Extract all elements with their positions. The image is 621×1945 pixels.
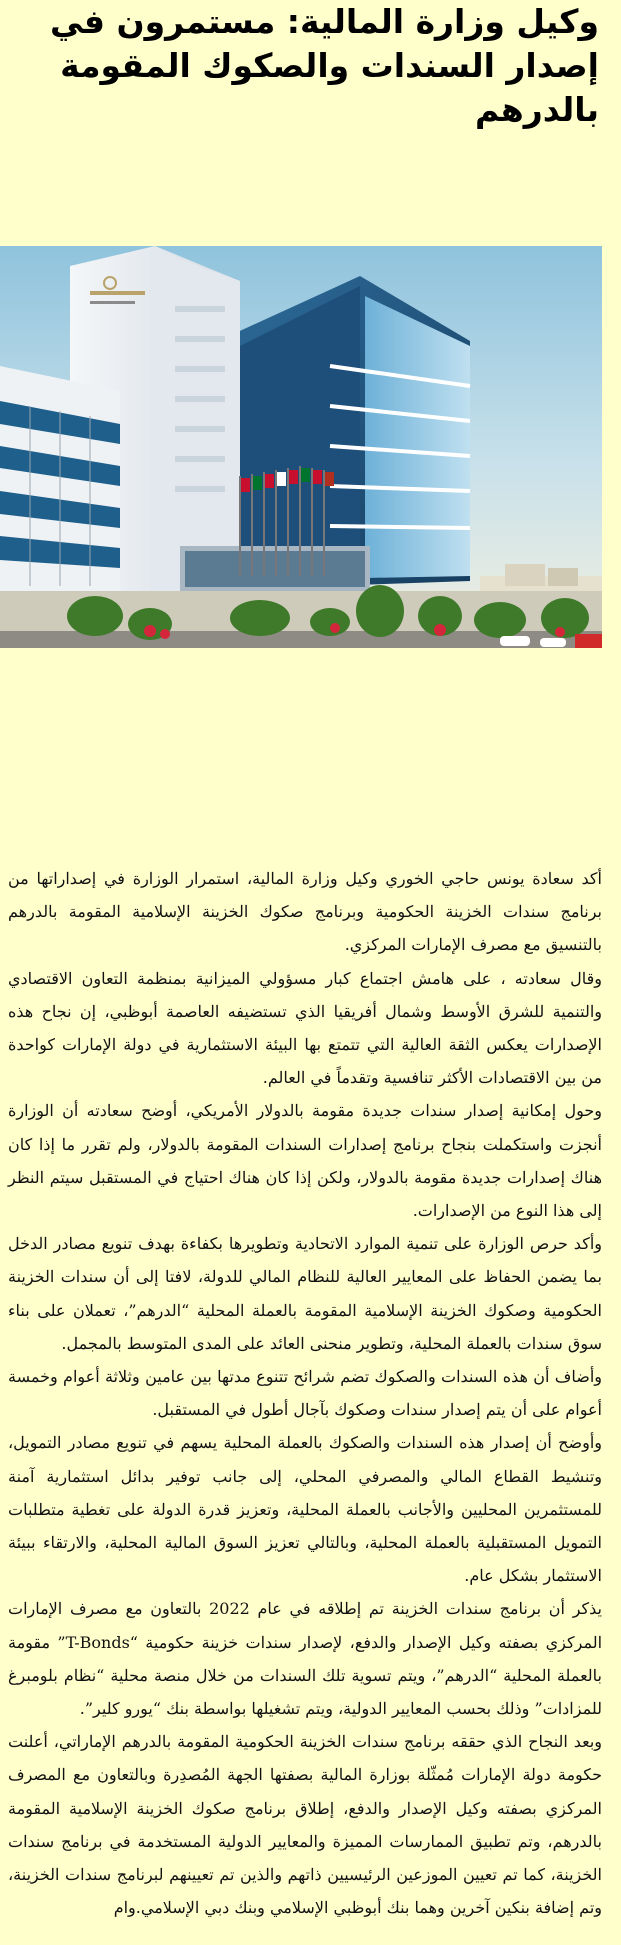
article-body [8,862,602,1925]
paragraph: وأوضح أن إصدار هذه السندات والصكوك بالعملة المحلية يسهم في تنويع مصادر التمويل، وتنشيط القطاع المالي والمصرفي المحلي، إلى جانب توفير بدائل استثمارية آمنة للمستثمرين المحليين والأجانب بالعملة المحلية، وتعزيز قدرة الدولة على تغطية متطلبات التمويل المستقبلية بالعملة المحلية، وبالتالي تعزيز السوق المالية المحلية، والارتقاء ببيئة الاستثمار بشكل عام. [8,1433,602,1586]
ministry-building-photo [0,246,602,648]
paragraph: يذكر أن برنامج سندات الخزينة تم إطلاقه في عام 2022 بالتعاون مع مصرف الإمارات المركزي بصفته وكيل الإصدار والدفع، لإصدار سندات خزينة حكومية “T-Bonds” مقومة بالعملة المحلية “الدرهم”، ويتم تسوية تلك السندات من خلال منصة محلية “نظام بلومبرغ للمزادات” وذلك بحسب المعايير الدولية، ويتم تشغيلها بواسطة بنك “يورو كلير”. [8,1599,603,1719]
paragraph: وقال سعادته ، على هامش اجتماع كبار مسؤولي الميزانية بمنظمة التعاون الاقتصادي والتنمية للشرق الأوسط وشمال أفريقيا الذي تستضيفه العاصمة أبوظبي، إن نجاح هذه الإصدارات يعكس الثقة العالية التي تتمتع بها البيئة الاستثمارية في دولة الإمارات كواحدة من بين الاقتصادات الأكثر تنافسية وتقدماً في العالم. [8,968,602,1088]
paragraph: أكد سعادة يونس حاجي الخوري وكيل وزارة المالية، استمرار الوزارة في إصداراتها من برنامج سندات الخزينة الحكومية وبرنامج صكوك الخزينة الإسلامية المقومة بالدرهم بالتنسيق مع مصرف الإمارات المركزي. [8,869,602,955]
paragraph: وبعد النجاح الذي حققه برنامج سندات الخزينة الحكومية المقومة بالدرهم الإماراتي، أعلنت حكومة دولة الإمارات مُمثّلة بوزارة المالية بصفتها الجهة المُصدِرة وبالتعاون مع المصرف المركزي بصفته وكيل الإصدار والدفع، إطلاق برنامج صكوك الخزينة الإسلامية المقومة بالدرهم، وتم تطبيق الممارسات المميزة والمعايير الدولية المستخدمة في برنامج سندات الخزينة، كما تم تعيين الموزعين الرئيسيين ذاتهم والذين تم تعيينهم لبرنامج سندات الخزينة، وتم إضافة بنكين آخرين وهما بنك أبوظبي الإسلامي وبنك دبي الإسلامي.وام [8,1732,603,1918]
paragraph: وأضاف أن هذه السندات والصكوك تضم شرائح تتنوع مدتها بين عامين وثلاثة أعوام وخمسة أعوام على أن يتم إصدار سندات وصكوك بآجال أطول في المستقبل. [8,1367,602,1420]
paragraph: وأكد حرص الوزارة على تنمية الموارد الاتحادية وتطويرها بكفاءة بهدف تنويع مصادر الدخل بما يضمن الحفاظ على المعايير العالية للنظام المالي للدولة، لافتا إلى أن سندات الخزينة الحكومية وصكوك الخزينة الإسلامية المقومة بالعملة المحلية “الدرهم”، تعملان على بناء سوق سندات بالعملة المحلية، وتطوير منحنى العائد على المدى المتوسط بالمجمل. [8,1234,602,1353]
article-headline: وكيل وزارة المالية: مستمرون في إصدار السندات والصكوك المقومة بالدرهم [50,2,599,129]
paragraph: وحول إمكانية إصدار سندات جديدة مقومة بالدولار الأمريكي، أوضح سعادته أن الوزارة أنجزت واستكملت بنجاح برنامج إصدارات السندات المقومة بالدولار، ولم تقرر ما إذا كان هناك إصدارات جديدة مقومة بالدولار، ولكن إذا كان هناك احتياج في المستقبل سيتم النظر إلى هذا النوع من الإصدارات. [8,1101,602,1221]
